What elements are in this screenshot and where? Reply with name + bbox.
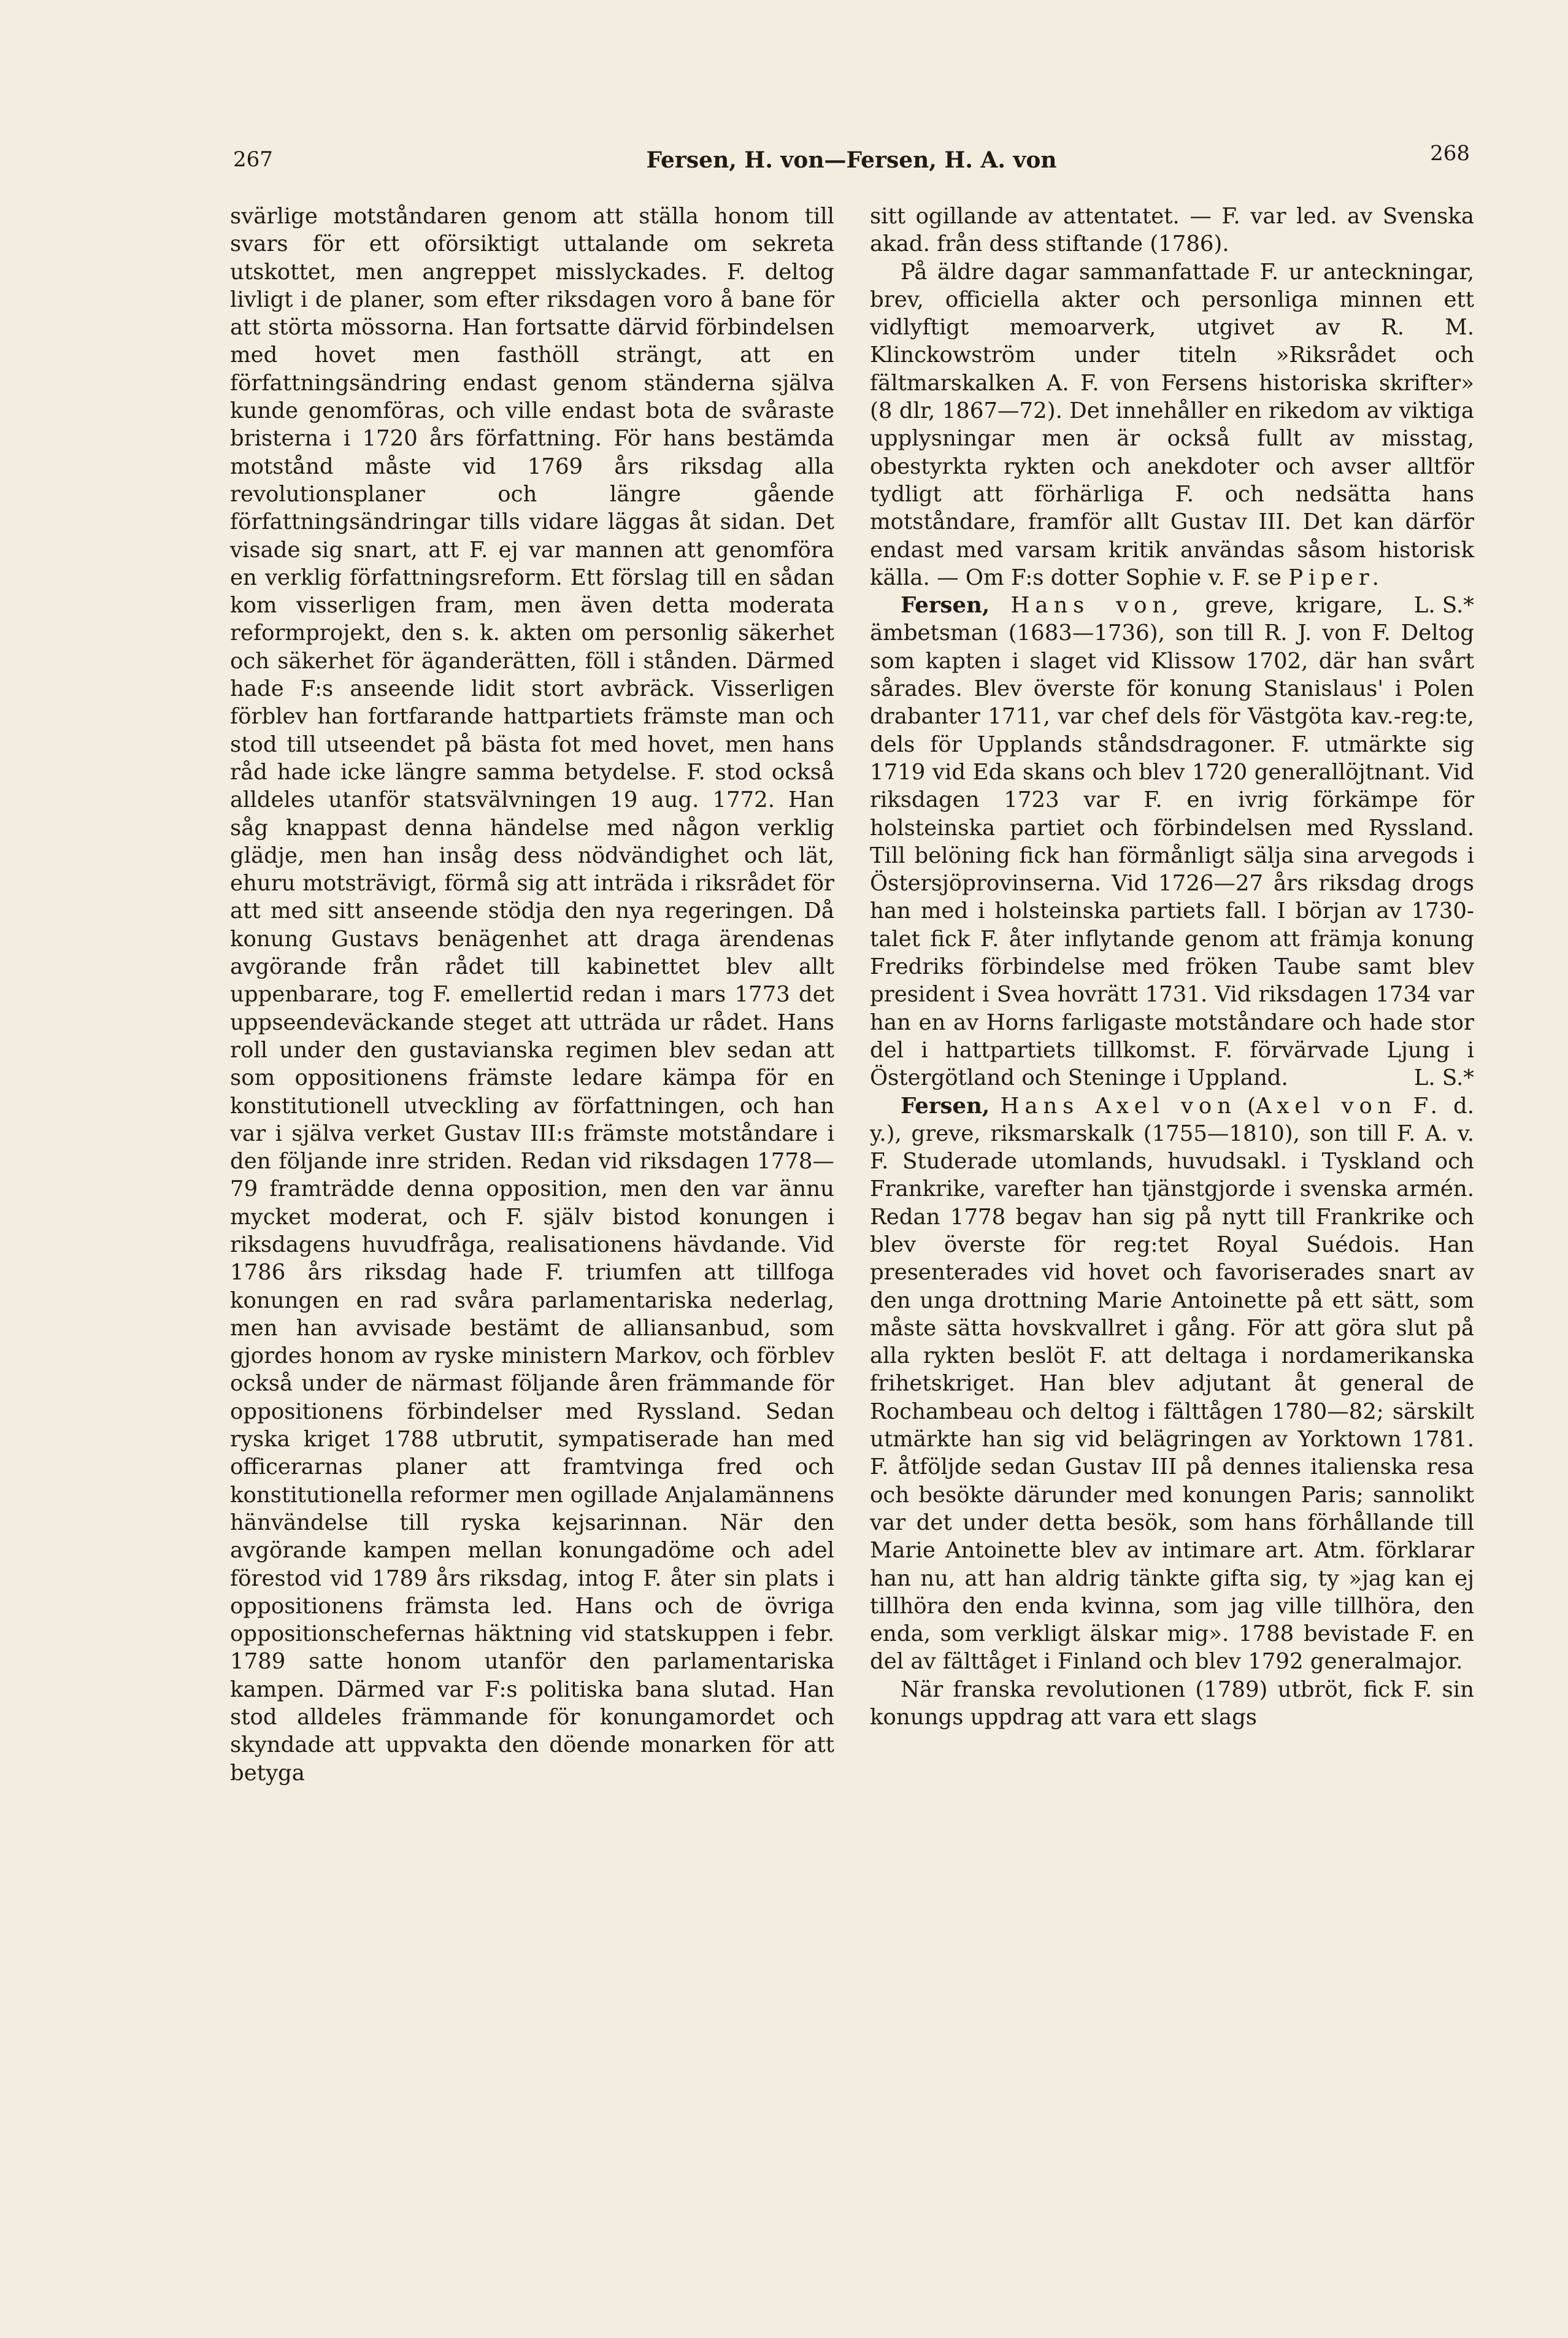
page-number-right: 268 xyxy=(1430,141,1470,166)
entry-hans-axel-von-fersen xyxy=(870,1092,1474,1676)
entry-alias: Axel von F. xyxy=(1255,1093,1443,1119)
page-header xyxy=(233,141,1470,184)
entry-body: d. y.), greve, riksmarskalk (1755—1810), son till F. A. v. F. Studerade utomlands, huvudsakl. i Tyskland och Frankrike, varefter han tjänstgjorde i svenska armén. Redan 1778 begav han sig på nytt till Frankrike och blev överste för reg:tet Royal Suédois. Han presenterades vid hovet och favoriserades snart av den unga drottning Marie Antoinette på ett sätt, som måste sätta hovskvallret i gång. För att göra slut på alla rykten beslöt F. att deltaga i nordamerikanska frihetskriget. Han blev adjutant åt general de Rochambeau och deltog i fälttågen 1780—82; särskilt utmärkte han sig vid belägringen av Yorktown 1781. F. åtföljde sedan Gustav III på dennes italienska resa och besökte därunder med konungen Paris; sannolikt var det under detta besök, som hans förhållande till Marie Antoinette blev av intimare art. Atm. förklarar han nu, att han aldrig tänkte gifta sig, ty »jag kan ej tillhöra den enda kvinna, som jag ville tillhöra, den enda, som verkligt älskar mig». 1788 bevistade F. en del av fälttåget i Finland och blev 1792 generalmajor. xyxy=(870,1093,1474,1675)
author-signature: L. S.* xyxy=(1413,1065,1474,1091)
entry-body: greve, krigare, ämbetsman (1683—1736), son till R. J. von F. Deltog som kapten i slaget vid Klissow 1702, där han svårt sårades. Blev överste för konung Stanislaus' i Polen drabanter 1711, var chef dels för Västgöta kav.-reg:te, dels för Upplands ståndsdragoner. F. utmärkte sig 1719 vid Eda skans och blev 1720 generallöjtnant. Vid riksdagen 1723 var F. en ivrig förkämpe för holsteinska partiet och förbindelsen med Ryssland. Till belöning fick han förmånligt sälja sina arvegods i Östersjöprovinserna. Vid 1726—27 års riksdag drogs han med i holsteinska partiets fall. I början av 1730-talet fick F. åter inflytande genom att främja konung Fredriks förbindelse med fröken Taube samt blev president i Svea hovrätt 1731. Vid riksdagen 1734 var han en av Horns farligaste motståndare och hade stor del i hattpartiets tillkomst. F. förvärvade Ljung i Östergötland och Steninge i Uppland. xyxy=(870,593,1474,1091)
entry-headword: Fersen, xyxy=(901,593,990,619)
entry-alias-open: ( xyxy=(1247,1093,1256,1119)
running-head: Fersen, H. von—Fersen, H. A. von xyxy=(646,147,1057,173)
left-column xyxy=(230,203,834,1787)
memoirs-text: På äldre dagar sammanfattade F. ur anteckningar, brev, officiella akter och personliga minnen ett vidlyftigt memoarverk, utgivet av R. M. Klinckowström under titeln »Riksrådet och fältmarskalken A. F. von Fersens historiska skrifter» (8 dlr, 1867—72). Det innehåller en rikedom av viktiga upplysningar men är också fullt av misstag, obestyrkta rykten och anekdoter och avser alltför tydligt att förhärliga F. och nedsätta hans motståndare, framför allt Gustav III. Det kan därför endast med varsam kritik användas såsom historisk källa. — Om F:s dotter Sophie v. F. se xyxy=(870,259,1474,590)
right-paragraph-continuation: sitt ogillande av attentatet. — F. var led. av Svenska akad. från dess stiftande (1786). xyxy=(870,204,1474,257)
author-signature: L. S.* xyxy=(1413,593,1474,619)
page-number-left: 267 xyxy=(233,147,273,172)
right-paragraph-revolution: När franska revolutionen (1789) utbröt, fick F. sin konungs uppdrag att vara ett slags xyxy=(870,1676,1474,1730)
left-paragraph: svärlige motståndaren genom att ställa honom till svars för ett oförsiktigt uttalande om sekreta utskottet, men angreppet misslyckades. F. deltog livligt i de planer, som efter riksdagen voro å bane för att störta mössorna. Han fortsatte därvid förbindelsen med hovet men fasthöll strängt, att en författningsändring endast genom ständerna själva kunde genomföras, och ville endast bota de svåraste bristerna i 1720 års författning. För hans bestämda motstånd måste vid 1769 års riksdag alla revolutionsplaner och längre gående författningsändringar tills vidare läggas åt sidan. Det visade sig snart, att F. ej var mannen att genomföra en verklig författningsreform. Ett förslag till en sådan kom visserligen fram, men även detta moderata reformprojekt, den s. k. akten om personlig säkerhet och säkerhet för äganderätten, föll i stånden. Därmed hade F:s anseende lidit stort avbräck. Visserligen förblev han fortfarande hattpartiets främste man och stod till utseendet på bästa fot med hovet, men hans råd hade icke längre samma betydelse. F. stod också alldeles utanför statsvälvningen 19 aug. 1772. Han såg knappast denna händelse med någon verklig glädje, men han insåg dess nödvändighet och lät, ehuru motsträvigt, förmå sig att inträda i riksrådet för att med sitt anseende stödja den nya regeringen. Då konung Gustavs benägenhet att draga ärendenas avgörande från rådet till kabinettet blev allt uppenbarare, tog F. emellertid redan i mars 1773 det uppseendeväckande steget att utträda ur rådet. Hans roll under den gustavianska regimen blev sedan att som oppositionens främste ledare kämpa för en konstitutionell utveckling av författningen, och han var i själva verket Gustav III:s främste motståndare i den följande inre striden. Redan vid riksdagen 1778—79 framträdde denna opposition, men den var ännu mycket moderat, och F. själv bistod konungen i riksdagens huvudfråga, realisationens hävdande. Vid 1786 års riksdag hade F. triumfen att tillfoga konungen en rad svåra parlamentariska nederlag, men han avvisade bestämt de alliansanbud, som gjordes honom av ryske ministern Markov, och förblev också under de närmast följande åren främmande för oppositionens förbindelser med Ryssland. Sedan ryska kriget 1788 utbrutit, sympatiserade han med officerarnas planer att framtvinga fred och konstitutionella reformer men ogillade Anjalamännens hänvändelse till ryska kejsarinnan. När den avgörande kampen mellan konungadöme och adel förestod vid 1789 års riksdag, intog F. åter sin plats i oppositionens främsta led. Hans och de övriga oppositionschefernas häktning vid statskuppen i febr. 1789 satte honom utanför den parlamentariska kampen. Därmed var F:s politiska bana slutad. Han stod alldeles främmande för konungamordet och skyndade att uppvakta den döende monarken för att betyga xyxy=(230,204,834,1786)
entry-name: Hans Axel von xyxy=(1000,1093,1237,1119)
cross-reference: Piper. xyxy=(1288,565,1385,590)
entry-name: Hans von, xyxy=(1010,593,1185,619)
right-column xyxy=(870,203,1474,1731)
entry-hans-von-fersen xyxy=(870,592,1474,1092)
entry-headword: Fersen, xyxy=(901,1093,990,1119)
